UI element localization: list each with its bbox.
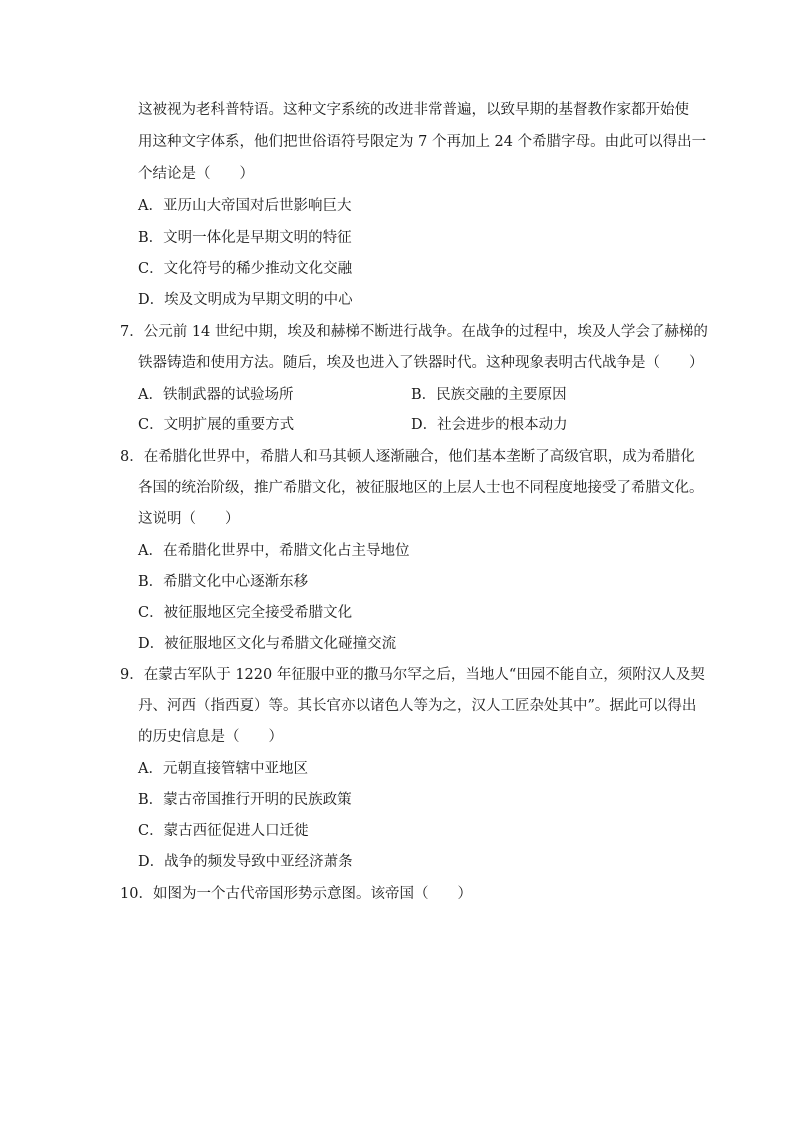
q8-option-d: D．被征服地区文化与希腊文化碰撞交流	[138, 636, 397, 652]
q7-option-b: B．民族交融的主要原因	[411, 387, 567, 403]
q9-stem-line-1: 9．在蒙古军队于 1220 年征服中亚的撒马尔罕之后，当地人“田园不能自立，须附汉人及契	[120, 667, 705, 683]
q8-option-c: C．被征服地区完全接受希腊文化	[138, 605, 353, 621]
q6-option-a: A．亚历山大帝国对后世影响巨大	[138, 198, 352, 214]
q7-option-d: D．社会进步的根本动力	[411, 417, 568, 433]
q6-stem-line-1: 这被视为老科普特语。这种文字系统的改进非常普遍，以致早期的基督教作家都开始使	[138, 102, 689, 118]
q9-option-d: D．战争的频发导致中亚经济萧条	[138, 854, 353, 870]
q8-stem-line-1: 8．在希腊化世界中，希腊人和马其顿人逐渐融合，他们基本垄断了高级官职，成为希腊化	[120, 449, 695, 465]
q9-option-b: B．蒙古帝国推行开明的民族政策	[138, 792, 352, 808]
q6-stem-line-2: 用这种文字体系，他们把世俗语符号限定为 7 个再加上 24 个希腊字母。由此可以得出一	[138, 134, 707, 150]
q7-stem-line-2: 铁器铸造和使用方法。随后，埃及也进入了铁器时代。这种现象表明古代战争是（ ）	[138, 355, 704, 371]
q8-stem-line-3: 这说明（ ）	[138, 511, 240, 527]
q6-option-c: C．文化符号的稀少推动文化交融	[138, 261, 353, 277]
q9-option-c: C．蒙古西征促进人口迁徙	[138, 823, 309, 839]
q7-stem-line-1: 7．公元前 14 世纪中期，埃及和赫梯不断进行战争。在战争的过程中，埃及人学会了赫梯的	[120, 324, 708, 340]
q8-option-a: A．在希腊化世界中，希腊文化占主导地位	[138, 543, 410, 559]
q8-option-b: B．希腊文化中心逐渐东移	[138, 574, 309, 590]
q8-stem-line-2: 各国的统治阶级，推广希腊文化，被征服地区的上层人士也不同程度地接受了希腊文化。	[138, 480, 704, 496]
q6-option-d: D．埃及文明成为早期文明的中心	[138, 292, 353, 308]
q7-option-a: A．铁制武器的试验场所	[138, 387, 294, 403]
q9-stem-line-2: 丹、河西（指西夏）等。其长官亦以诸色人等为之，汉人工匠杂处其中”。据此可以得出	[138, 698, 697, 714]
q9-option-a: A．元朝直接管辖中亚地区	[138, 761, 308, 777]
q10-stem-line-1: 10．如图为一个古代帝国形势示意图。该帝国（ ）	[120, 886, 472, 902]
q7-option-c: C．文明扩展的重要方式	[138, 417, 295, 433]
q6-stem-line-3: 个结论是（ ）	[138, 166, 254, 182]
q6-option-b: B．文明一体化是早期文明的特征	[138, 230, 352, 246]
q9-stem-line-3: 的历史信息是（ ）	[138, 729, 283, 745]
